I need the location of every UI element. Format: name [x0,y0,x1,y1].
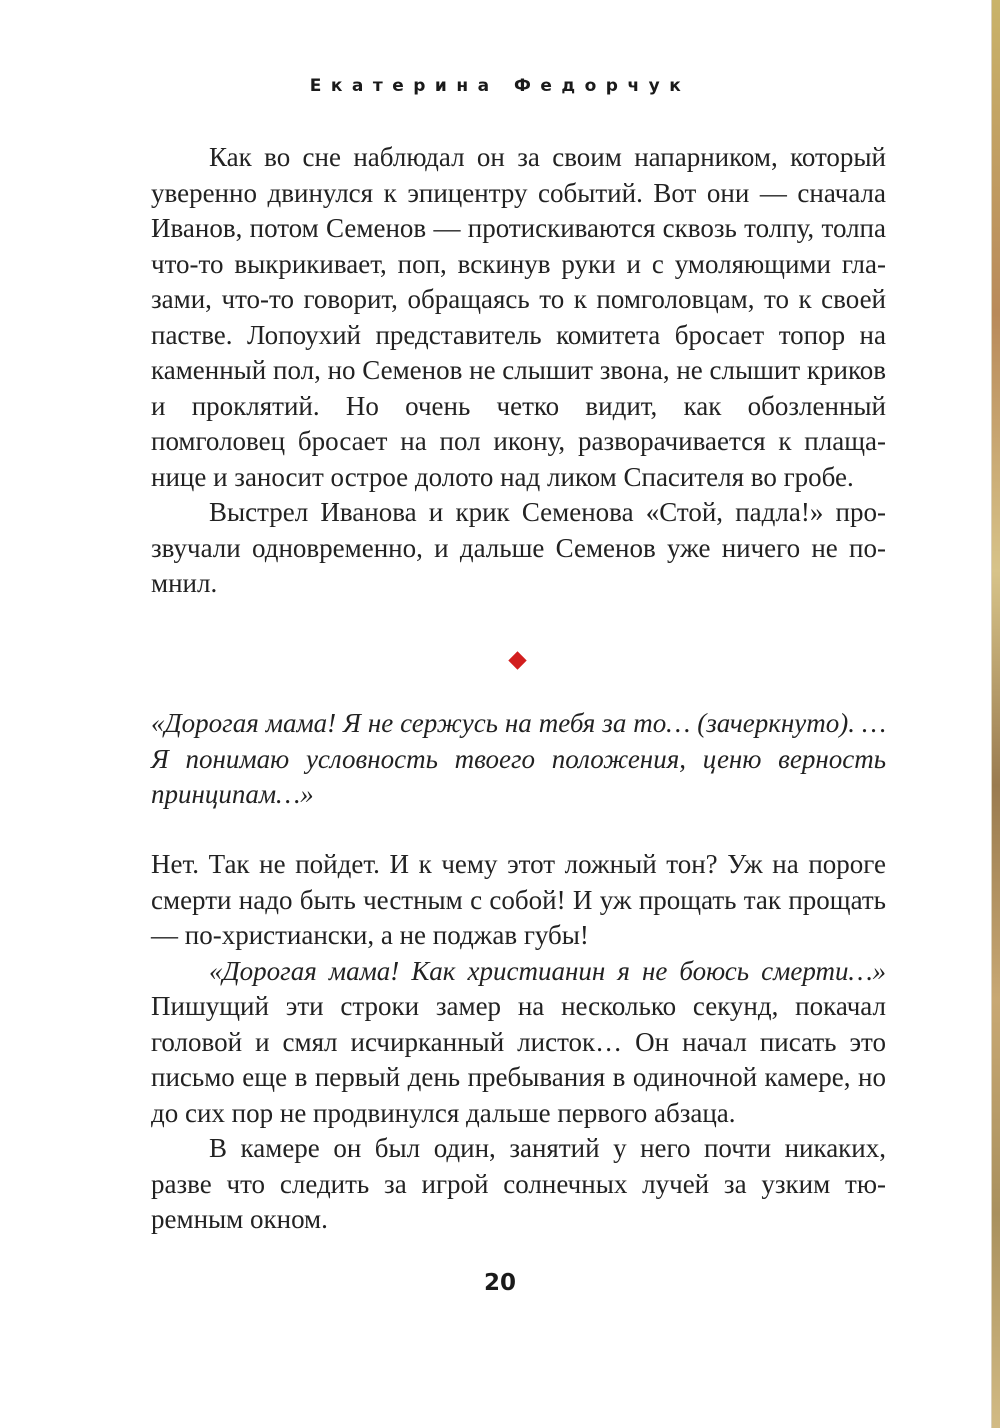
paragraph-4-text: Пишущий эти строки замер на несколько секунд, покачал головой и смял исчирканный листок… Он начал писать это письмо еще в первый день пребывания в одиночной камере, но до сих пор не продвинулся дальше первого абзаца. [151,991,886,1128]
paragraph-3: Нет. Так не пойдет. И к чему этот ложный тон? Уж на пороге смерти надо быть честным с собой! И уж прощать так прощать — по-христиански, а не поджав губы! [151,849,886,950]
paragraph-1: Как во сне наблюдал он за своим напарником, который уверенно двинулся к эпицентру событий. Вот они — сначала Иванов, потом Семенов — протискиваются сквозь толпу, толпа что-то выкрикивает, поп, вскинув руки и с умоляющими глазами, что-то говорит, обращаясь то к помголовцам, то к своей пастве. Лопоухий представитель комитета бросает топор на каменный пол, но Семенов не слышит звона, не слышит криков и проклятий. Но очень четко видит, как обозленный помголовец бросает на пол икону, разворачивается к плащанице и заносит острое долото над ликом Спасителя во гробе. [151,142,886,492]
letter-draft-quote: «Дорогая мама! Я не сержусь на тебя за то… (зачеркнуто). …Я понимаю условность твоего положения, ценю верность принципам…» [151,708,886,809]
red-diamond-icon [508,651,526,669]
section-1 [151,140,886,602]
paragraph-5: В камере он был один, занятий у него почти никаких, разве что следить за игрой солнечных лучей за узким тюремным окном. [151,1133,886,1234]
paragraph-4 [151,954,886,1132]
running-header: Екатерина Федорчук [309,76,691,96]
section-3 [151,847,886,1238]
paragraph-2: Выстрел Иванова и крик Семенова «Стой, падла!» прозвучали одновременно, и дальше Семенов уже ничего не помнил. [151,497,886,598]
section-2 [151,706,886,813]
page-edge-strip [992,0,1000,1428]
page-number: 20 [483,1270,516,1296]
letter-quote-inline: «Дорогая мама! Как христианин я не боюсь смерти…» [209,955,886,986]
